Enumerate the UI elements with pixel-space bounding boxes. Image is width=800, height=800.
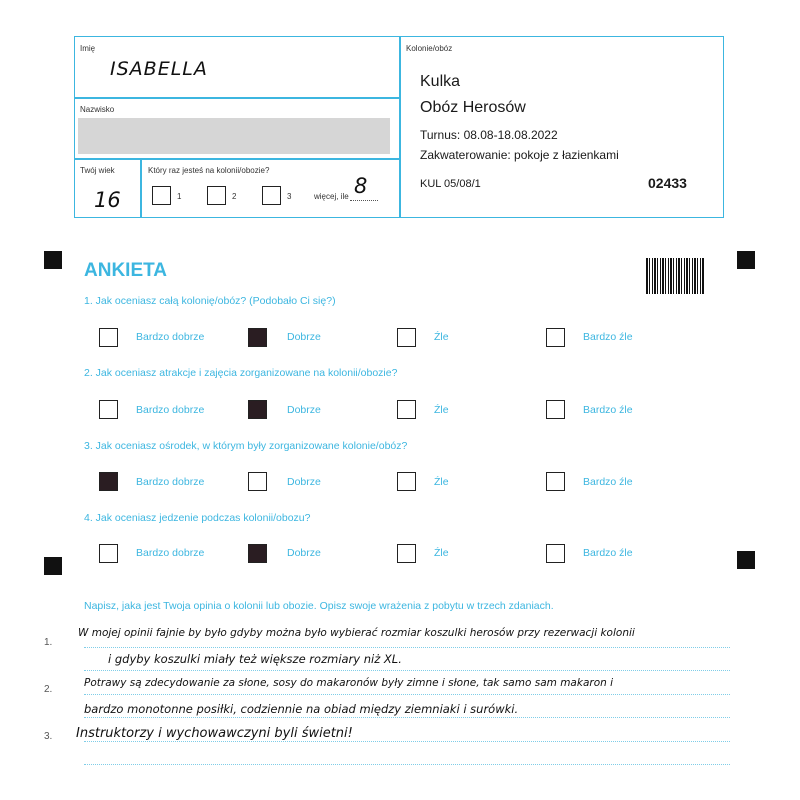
times-checkbox-3[interactable] [262, 186, 281, 205]
camp-title: Obóz Herosów [420, 99, 526, 116]
q1-checkbox-dobrze[interactable] [248, 328, 267, 347]
times-label: Który raz jesteś na kolonii/obozie? [148, 166, 270, 175]
more-value: 8 [354, 174, 368, 198]
answer-number-2: 2. [44, 684, 53, 695]
q2-option-label: Bardzo dobrze [136, 404, 205, 416]
camp-label: Kolonie/obóz [406, 44, 453, 53]
times-checkbox-2[interactable] [207, 186, 226, 205]
q2-option-label: Bardzo źle [583, 404, 633, 416]
answer-text-line: i gdyby koszulki miały też większe rozmiary niż XL. [108, 652, 402, 666]
q4-option-label: Bardzo dobrze [136, 547, 205, 559]
q4-checkbox-dobrze[interactable] [248, 544, 267, 563]
q1-option-label: Dobrze [287, 331, 321, 343]
q2-option-label: Źle [434, 404, 449, 416]
q3-option-label: Bardzo dobrze [136, 476, 205, 488]
camp-code: KUL 05/08/1 [420, 178, 481, 190]
q4-option-label: Źle [434, 547, 449, 559]
row-divider [74, 97, 400, 99]
q2-checkbox-dobrze[interactable] [248, 400, 267, 419]
times-option-3: 3 [287, 192, 292, 201]
q4-checkbox-bardzo-dobrze[interactable] [99, 544, 118, 563]
question-3: 3. Jak oceniasz ośrodek, w którym były zorganizowane kolonie/obóz? [84, 440, 408, 452]
form-number: 02433 [648, 175, 687, 191]
q1-option-label: Źle [434, 331, 449, 343]
q4-option-label: Dobrze [287, 547, 321, 559]
registration-marker [737, 551, 755, 569]
q3-option-label: Bardzo źle [583, 476, 633, 488]
surname-redacted [78, 118, 390, 154]
q2-checkbox-zle[interactable] [397, 400, 416, 419]
q4-checkbox-bardzo-zle[interactable] [546, 544, 565, 563]
barcode [646, 258, 704, 294]
q1-checkbox-bardzo-dobrze[interactable] [99, 328, 118, 347]
q2-checkbox-bardzo-dobrze[interactable] [99, 400, 118, 419]
q4-checkbox-zle[interactable] [397, 544, 416, 563]
surname-label: Nazwisko [80, 105, 115, 114]
q1-option-label: Bardzo dobrze [136, 331, 205, 343]
question-4: 4. Jak oceniasz jedzenie podczas kolonii/obozu? [84, 512, 311, 524]
turn-info: Turnus: 08.08-18.08.2022 [420, 128, 558, 142]
q2-checkbox-bardzo-zle[interactable] [546, 400, 565, 419]
age-label: Twój wiek [80, 166, 115, 175]
times-option-2: 2 [232, 192, 237, 201]
q3-checkbox-dobrze[interactable] [248, 472, 267, 491]
q3-option-label: Źle [434, 476, 449, 488]
name-label: Imię [80, 44, 96, 53]
answer-line [84, 717, 730, 718]
q3-checkbox-bardzo-dobrze[interactable] [99, 472, 118, 491]
times-option-1: 1 [177, 192, 182, 201]
registration-marker [737, 251, 755, 269]
answer-text-line: W mojej opinii fajnie by było gdyby można było wybierać rozmiar koszulki herosów przy rezerwacji kolonii [78, 627, 635, 639]
answer-text-line: Instruktorzy i wychowawczyni byli świetni! [76, 726, 353, 741]
answer-line [84, 670, 730, 671]
answer-text-line: bardzo monotonne posiłki, codziennie na obiad między ziemniaki i surówki. [84, 702, 519, 716]
answer-line [84, 741, 730, 742]
answer-number-1: 1. [44, 637, 53, 648]
q3-checkbox-zle[interactable] [397, 472, 416, 491]
registration-marker [44, 251, 62, 269]
name-value: ISABELLA [110, 58, 208, 80]
q1-checkbox-zle[interactable] [397, 328, 416, 347]
row-divider [74, 158, 400, 160]
q2-option-label: Dobrze [287, 404, 321, 416]
q1-option-label: Bardzo źle [583, 331, 633, 343]
more-label: więcej, ile [314, 192, 349, 201]
header-divider [399, 36, 401, 218]
question-1: 1. Jak oceniasz całą kolonię/obóz? (Podobało Ci się?) [84, 295, 336, 307]
question-2: 2. Jak oceniasz atrakcje i zajęcia zorganizowane na kolonii/obozie? [84, 367, 398, 379]
age-value: 16 [94, 188, 121, 212]
answer-line [84, 694, 730, 695]
q3-checkbox-bardzo-zle[interactable] [546, 472, 565, 491]
answer-line [84, 764, 730, 765]
survey-title: ANKIETA [84, 260, 168, 281]
q1-checkbox-bardzo-zle[interactable] [546, 328, 565, 347]
accommodation-info: Zakwaterowanie: pokoje z łazienkami [420, 148, 619, 162]
age-divider [140, 158, 142, 218]
times-checkbox-1[interactable] [152, 186, 171, 205]
q4-option-label: Bardzo źle [583, 547, 633, 559]
more-dotted-line [350, 200, 378, 201]
answer-text-line: Potrawy są zdecydowanie za słone, sosy do makaronów były zimne i słone, tak samo sam makaron i [84, 677, 614, 689]
registration-marker [44, 557, 62, 575]
opinion-prompt: Napisz, jaka jest Twoja opinia o kolonii lub obozie. Opisz swoje wrażenia z pobytu w trzech zdaniach. [84, 600, 554, 612]
answer-number-3: 3. [44, 731, 53, 742]
answer-line [84, 647, 730, 648]
camp-name: Kulka [420, 73, 461, 90]
q3-option-label: Dobrze [287, 476, 321, 488]
